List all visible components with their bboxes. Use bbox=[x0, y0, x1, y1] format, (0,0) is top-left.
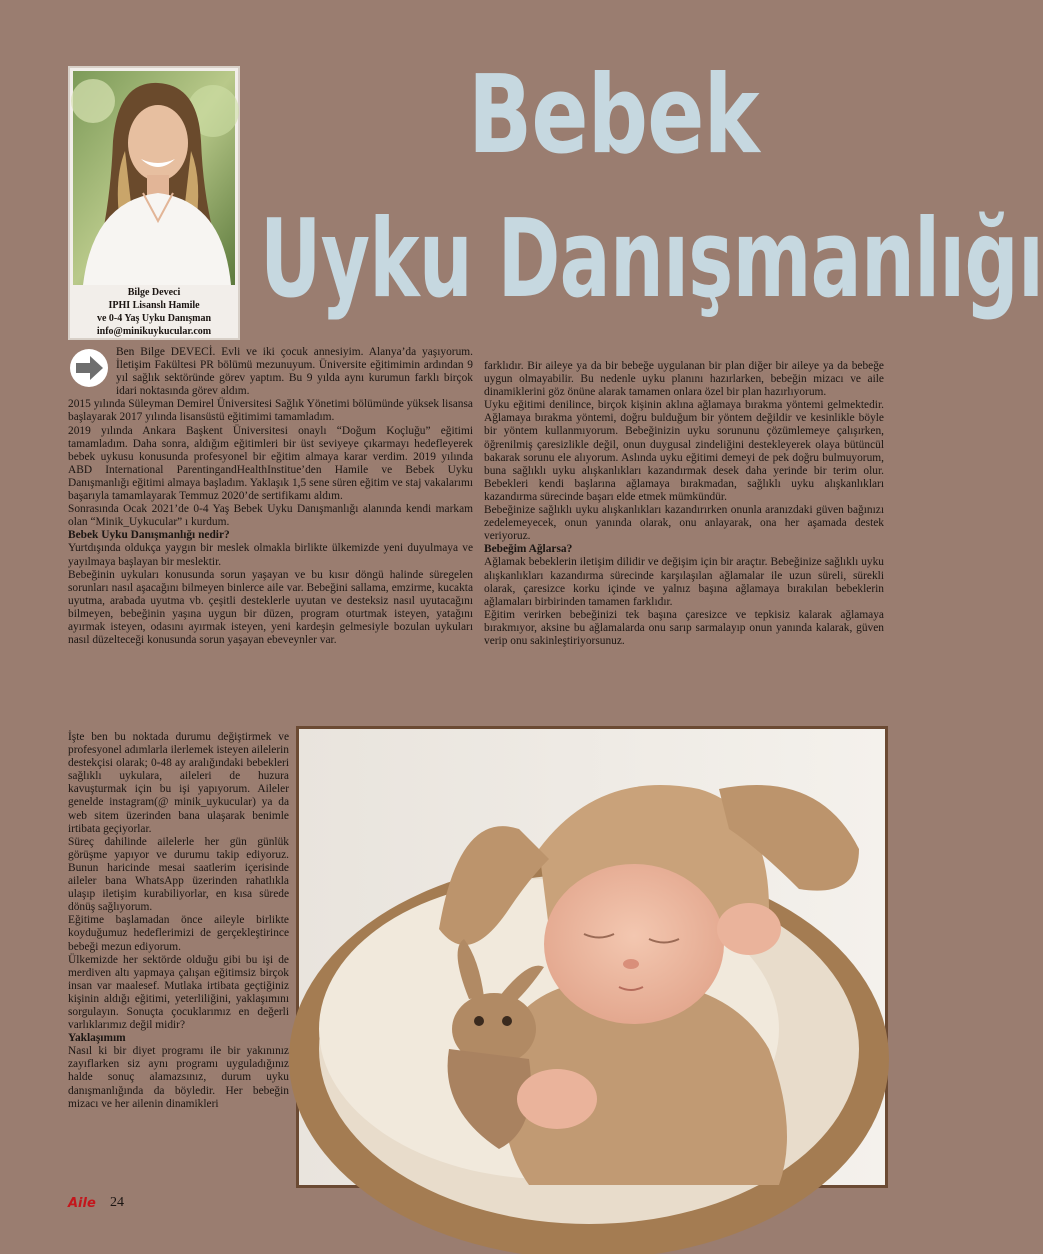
intro-paragraph-2: 2015 yılında Süleyman Demirel Üniversitesi Sağlık Yönetimi bölümünde yüksek lisansa başlayarak 2017 yılında lisansüstü eğitimimi tamamladım. bbox=[68, 398, 473, 424]
author-role-line-1: IPHI Lisanslı Hamile bbox=[108, 300, 200, 311]
left-paragraph-4: Ülkemizde her sektörde olduğu gibi bu işi de merdiven altı yapmaya çalışan eğitimsiz birçok insan var maalesef. Mutlaka irtibata geçtiğiniz kişinin aldığı eğitimi, yeterliliğini, yaklaşımını sorgulayın. Sonuçta çocuklarımız en değerli varlıklarımız değil midir? bbox=[68, 953, 289, 1032]
author-portrait bbox=[73, 71, 235, 285]
left-paragraph-2: Süreç dahilinde ailelerle her gün günlük görüşme yapıyor ve durumu takip ediyoruz. Bunun haricinde mesai saatlerim içerisinde aileler bana WhatsApp üzerinden rahatlıkla ulaşıp iletişim kurabiliyorlar, en kısa sürede dönüş sağlıyorum. bbox=[68, 835, 289, 914]
heading-approach: Yaklaşımım bbox=[68, 1032, 126, 1045]
article-intro bbox=[68, 346, 473, 647]
approach-paragraph: Nasıl ki bir diyet programı ile bir yakınınız zayıflarken siz aynı programı uyguladığınız halde sonuç alamazsınız, durum uyku danışmanlığında da böyledir. Her bebeğin mizacı ve her ailenin dinamikleri bbox=[68, 1045, 289, 1110]
baby-photo-frame bbox=[296, 726, 888, 1188]
heading-cry: Bebeğim Ağlarsa? bbox=[484, 543, 573, 556]
baby-photo bbox=[299, 729, 885, 1185]
right-paragraph-2: Uyku eğitimi denilince, birçok kişinin aklına ağlamaya bırakma yöntemi gelmektedir. Ağlamaya bırakma yöntemi, doğru bulduğum bir yöntem değildir ve kesinlikle böyle bir yöntem kullanmıyorum. Bebeğinizin uyku sorununu çözümlemeye çalışırken, öğrenilmiş çaresizlikle değil, onun duygusal zindeliğini destekleyerek olaya bütüncül bakarak sorunu ele alıyorum. Aslında uyku eğitimi demeyi de pek doğru bulmuyorum, buna sağlıklı uyku alışkanlıkları kazandırmak desek daha yerinde bir terim olur. Bebekleri kendi başlarına ağlamaya bırakmadan, sağlıklı uyku alışkanlıkları kazandırma sürecinde başarı elde etmek mümkündür. bbox=[484, 399, 884, 503]
author-photo-box bbox=[68, 66, 240, 340]
article-right-column bbox=[484, 360, 884, 648]
right-paragraph-1: farklıdır. Bir aileye ya da bir bebeğe uygulanan bir plan diğer bir aileye ya da bebeğe uygun olmayabilir. Bu nedenle uyku planını hazırlarken, bebeğin mizacı ve aile dinamiklerini göz önüne alarak tamamen onlara özel bir plan hazırlıyorum. bbox=[484, 360, 884, 399]
author-role-line-2: ve 0-4 Yaş Uyku Danışman bbox=[96, 313, 212, 324]
right-paragraph-5: Eğitim verirken bebeğinizi tek başına çaresizce ve tepkisiz kalarak ağlamaya bırakmıyor, aksine bu ağlamalarda onu sarıp sarmalayıp onun yanında kalarak, güven verip onu sakinleştiriyorsunuz. bbox=[484, 608, 884, 647]
right-paragraph-4: Ağlamak bebeklerin iletişim dilidir ve değişim için bir araçtır. Bebeğinize sağlıklı uyku alışkanlıkları kazandırma sürecinde karşılaşılan ağlamalar ile uzun süreli, sürekli olarak, çaresizce korku içinde ve yalnız başına ağlamaya bırakılan bebeklerin ağlamaları birbirinden tamamen farklıdır. bbox=[484, 556, 884, 608]
arrow-right-icon bbox=[68, 348, 110, 388]
left-paragraph-1: İşte ben bu noktada durumu değiştirmek ve profesyonel adımlarla ilerlemek isteyen ailelerin destekçisi olarak; 0-48 ay aralığındaki bebekleri sağlıklı uykulara, aileleri de huzura kavuşturmak için bu işi yapıyorum. Aileler genelde instagram(@ minik_uykucular) ya da web sitem üzerinden bana ulaşarak benimle irtibata geçiyorlar. bbox=[68, 731, 289, 835]
author-email: info@minikuykucular.com bbox=[96, 326, 212, 337]
author-name: Bilge Deveci bbox=[127, 287, 181, 298]
magazine-logo: Aile bbox=[68, 1196, 96, 1211]
title-line-2: Uyku Danışmanlığı bbox=[260, 197, 1043, 322]
article-left-column bbox=[68, 731, 289, 1111]
page-number: 24 bbox=[110, 1195, 124, 1210]
left-paragraph-3: Eğitime başlamadan önce aileyle birlikte koyduğumuz hedeflerimizi de gerçekleştirince bebeği mezun ediyorum. bbox=[68, 914, 289, 953]
author-caption bbox=[70, 286, 238, 338]
heading-what: Bebek Uyku Danışmanlığı nedir? bbox=[68, 529, 230, 542]
right-paragraph-3: Bebeğinize sağlıklı uyku alışkanlıkları kazandırırken onunla aranızdaki güven bağınızı zedelemeyecek, onun yanında olarak, onu anlayarak, ona her aşamada destek veriyoruz. bbox=[484, 504, 884, 543]
title-line-1: Bebek bbox=[468, 53, 759, 178]
intro-paragraph-4: Sonrasında Ocak 2021’de 0-4 Yaş Bebek Uyku Danışmanlığı alanında kendi markam olan “Minik_Uykucular” ı kurdum. bbox=[68, 503, 473, 529]
intro-paragraph-3: 2019 yılında Ankara Başkent Üniversitesi onaylı “Doğum Koçluğu” eğitimi tamamladım. Daha sonra, aldığım eğitimleri bir üst seviyeye çıkarmayı hedefleyerek bebek uykusu konusunda profesyonel bir eğitim almaya karar verdim. 2019 yılında ABD International ParentingandHealthInstitue’den Hamile ve Bebek Uyku Danışmanlığı eğitimi almaya başladım. Yaklaşık 1,5 sene süren eğitim ve staj vakalarımı başarıyla tamamlayarak Temmuz 2020’de sertifikamı aldım. bbox=[68, 424, 473, 503]
what-paragraph-2: Bebeğinin uykuları konusunda sorun yaşayan ve bu kısır döngü halinde süregelen sorunları nasıl aşacağını bilmeyen binlerce aile var. Bebeğini sallama, emzirme, kucakta uyutma, arabada uyutma vb. çeşitli desteklerle uyutan ve desteksiz nasıl uyutacağını bilmeyen, bebeğinin yaşına uygun bir düzen, program oturtmak isteyen, yatağını ayırmak isteyen, odasını ayırmak isteyen, yeni kardeşin gelmesiyle bozulan uykuları nasıl düzelteceği konusunda sorun yaşayan ebeveynler var. bbox=[68, 568, 473, 647]
what-paragraph-1: Yurtdışında oldukça yaygın bir meslek olmakla birlikte ülkemizde yeni duyulmaya ve yayılmaya başlayan bir meslektir. bbox=[68, 542, 473, 568]
intro-paragraph-1: Ben Bilge DEVECİ. Evli ve iki çocuk annesiyim. Alanya’da yaşıyorum. İletişim Fakültesi PR bölümü mezunuyum. Üniversite eğitimimin ardından 9 yıl sağlık sektöründe görev yaptım. Bu 9 yılda aynı kurumun farklı birçok idari noktasında görev aldım. bbox=[116, 346, 473, 398]
